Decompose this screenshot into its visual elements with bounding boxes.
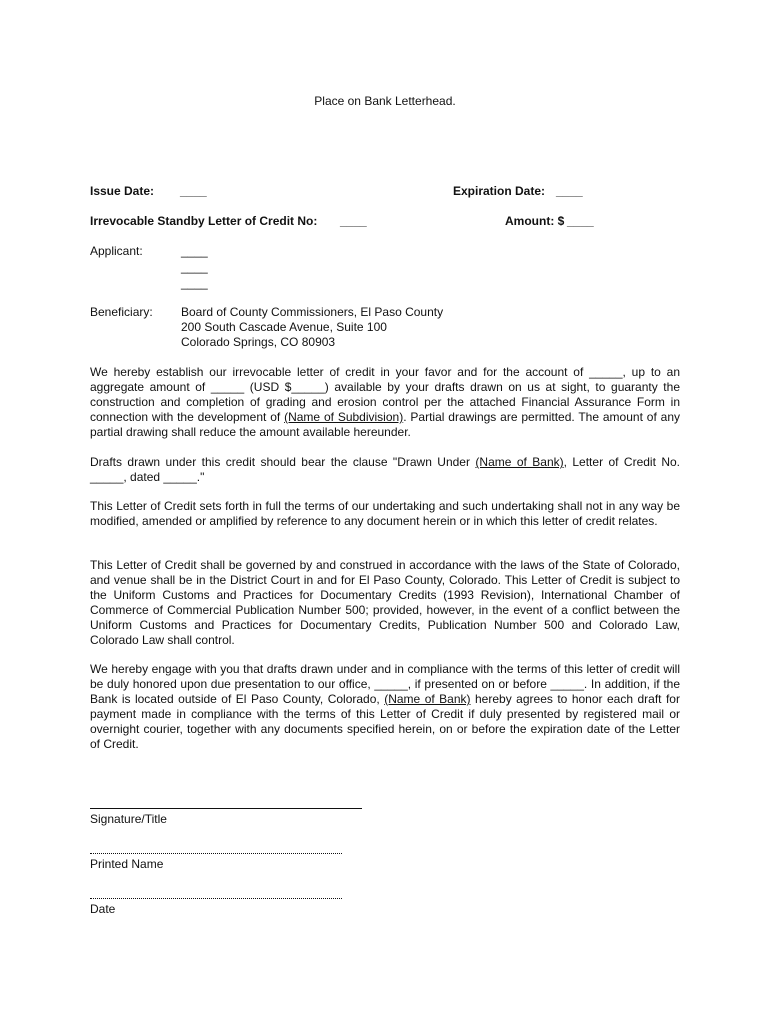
paragraph-text: hereby agrees to honor each draft for payment made in compliance with the terms of this Letter of Credit if duly presented by registered mail or overnight courier, together with any documents specified herein, on or before the expiration date of the Letter of Credit.	[90, 692, 680, 751]
paragraph-text: We hereby engage with you that drafts drawn under and in compliance with the terms of this letter of credit will be duly honored upon due presentation to our office, _____, if presented on or before _____. In addition, if the Bank is located outside of El Paso County, Colorado,	[90, 662, 680, 706]
paragraph-drafts-clause	[90, 455, 680, 485]
expiration-date-label: Expiration Date:	[453, 184, 546, 198]
credit-number-value: ____	[340, 214, 367, 228]
credit-number-label: Irrevocable Standby Letter of Credit No:	[90, 214, 318, 228]
letterhead-note: Place on Bank Letterhead.	[314, 94, 456, 108]
printed-name-line	[90, 853, 342, 854]
beneficiary-label: Beneficiary:	[90, 305, 153, 319]
paragraph-text: We hereby establish our irrevocable letter of credit in your favor and for the account of _____, up to an aggregate amount of _____ (USD $_____) available by your drafts drawn on us at sight, to guaranty the construction and completion of grading and erosion control per the attached Financial Assurance Form in connection with the development of	[90, 365, 680, 424]
issue-date-label: Issue Date:	[90, 184, 155, 198]
paragraph-text: Drafts drawn under this credit should bear the clause "Drawn Under	[90, 455, 476, 469]
signature-title-label: Signature/Title	[90, 812, 167, 826]
subdivision-name-placeholder: (Name of Subdivision)	[284, 410, 404, 424]
paragraph-establish-credit	[90, 365, 680, 440]
applicant-line: ____	[181, 260, 208, 274]
bank-name-placeholder: (Name of Bank)	[475, 455, 564, 469]
amount-value: ____	[567, 214, 594, 228]
paragraph-governing-law: This Letter of Credit shall be governed by and construed in accordance with the laws of the State of Colorado, and venue shall be in the District Court in and for El Paso County, Colorado. This Letter of Credit is subject to the Uniform Customs and Practices for Documentary Credits (1993 Revision), International Chamber of Commerce of Commercial Publication Number 500; provided, however, in the event of a conflict between the Uniform Customs and Practices for Documentary Credits, Publication Number 500 and Colorado Law, Colorado Law shall control.	[90, 558, 680, 647]
beneficiary-line: 200 South Cascade Avenue, Suite 100	[181, 320, 387, 334]
bank-name-placeholder: (Name of Bank)	[384, 692, 471, 706]
paragraph-text: , Letter of Credit No. _____, dated _____."	[90, 455, 681, 484]
expiration-date-value: ____	[556, 184, 583, 198]
paragraph-text: . Partial drawings are permitted. The amount of any partial drawing shall reduce the amount available hereunder.	[90, 410, 680, 439]
date-line	[90, 898, 342, 899]
issue-date-value: ____	[180, 184, 207, 198]
date-label: Date	[90, 902, 116, 916]
applicant-label: Applicant:	[90, 244, 143, 258]
beneficiary-line: Colorado Springs, CO 80903	[181, 335, 336, 349]
paragraph-full-terms: This Letter of Credit sets forth in full the terms of our undertaking and such undertaking shall not in any way be modified, amended or amplified by reference to any document herein or in which this letter of credit relates.	[90, 499, 680, 528]
signature-line	[90, 808, 362, 809]
beneficiary-line: Board of County Commissioners, El Paso County	[181, 305, 444, 319]
paragraph-engagement	[90, 662, 680, 752]
applicant-line: ____	[181, 244, 208, 258]
applicant-line: ____	[181, 276, 208, 290]
amount-label: Amount: $	[505, 214, 565, 228]
printed-name-label: Printed Name	[90, 857, 164, 871]
